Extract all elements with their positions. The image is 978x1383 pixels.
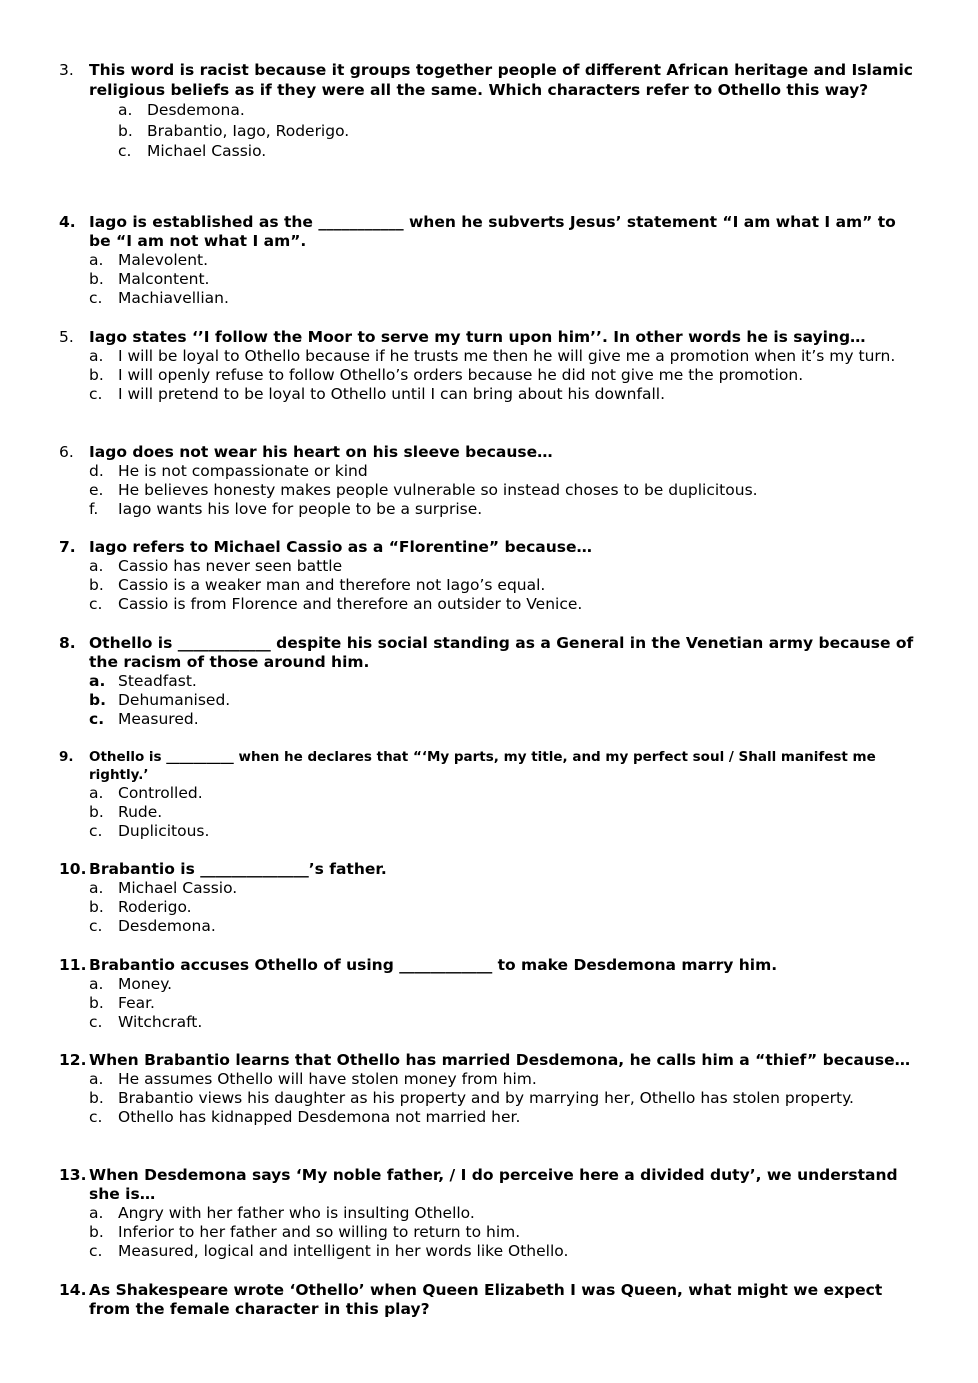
option-letter: b.	[89, 994, 104, 1013]
option-a	[89, 557, 919, 576]
question-8	[59, 634, 919, 730]
option-a	[118, 100, 919, 121]
option-text: Measured, logical and intelligent in her words like Othello.	[118, 1242, 569, 1261]
option-text: Angry with her father who is insulting Othello.	[118, 1204, 475, 1222]
question-text: Iago refers to Michael Cassio as a “Florentine” because…	[89, 538, 593, 556]
option-list	[59, 557, 919, 615]
option-text: Steadfast.	[118, 672, 197, 690]
option-c	[89, 1242, 919, 1261]
question-text: Iago is established as the ___________ when he subverts Jesus’ statement “I am what I am” to be “I am not what I am”.	[89, 213, 896, 250]
option-a	[89, 672, 919, 691]
option-letter: c.	[89, 595, 103, 614]
option-letter: a.	[118, 101, 133, 119]
option-b	[89, 803, 919, 822]
option-list	[59, 879, 919, 937]
option-text: He assumes Othello will have stolen money from him.	[118, 1070, 537, 1088]
option-b	[89, 898, 919, 917]
option-text: Desdemona.	[118, 917, 216, 936]
option-text: Cassio has never seen battle	[118, 557, 343, 575]
option-c	[89, 385, 919, 404]
question-text: When Brabantio learns that Othello has married Desdemona, he calls him a “thief” because…	[89, 1051, 911, 1069]
option-b	[89, 366, 919, 385]
question-number: 5.	[59, 328, 74, 346]
option-text: He is not compassionate or kind	[118, 462, 368, 480]
question-3	[59, 60, 919, 162]
option-f	[89, 500, 919, 519]
option-e	[89, 481, 919, 500]
option-letter: b.	[89, 270, 104, 289]
option-letter: a.	[89, 784, 104, 802]
option-list	[59, 1204, 919, 1262]
option-letter: b.	[89, 898, 104, 917]
option-list	[59, 251, 919, 309]
option-b	[89, 691, 919, 710]
question-number: 13.	[59, 1166, 87, 1184]
question-4	[59, 213, 919, 309]
option-list	[59, 100, 919, 162]
option-letter: b.	[89, 366, 104, 385]
option-letter: a.	[89, 251, 104, 269]
option-c	[89, 710, 919, 729]
question-number: 14.	[59, 1281, 87, 1299]
option-text: Malevolent.	[118, 251, 209, 269]
option-list	[59, 784, 919, 842]
question-7	[59, 538, 919, 615]
option-letter: c.	[89, 1108, 103, 1127]
option-text: Iago wants his love for people to be a surprise.	[118, 500, 483, 519]
option-text: Dehumanised.	[118, 691, 231, 710]
option-a	[89, 879, 919, 898]
option-c	[89, 822, 919, 841]
question-number: 3.	[59, 61, 74, 79]
option-text: Inferior to her father and so willing to return to him.	[118, 1223, 521, 1242]
question-number: 4.	[59, 213, 76, 231]
option-list	[59, 975, 919, 1033]
option-letter: c.	[89, 385, 103, 404]
question-number: 11.	[59, 956, 87, 974]
option-a	[89, 1204, 919, 1223]
option-c	[89, 1013, 919, 1032]
option-letter: c.	[89, 917, 103, 936]
option-letter: c.	[89, 1242, 103, 1261]
question-number: 10.	[59, 860, 87, 878]
question-text: Brabantio is ______________’s father.	[89, 860, 387, 878]
option-text: Michael Cassio.	[147, 142, 267, 160]
option-letter: c.	[89, 822, 103, 841]
option-text: Money.	[118, 975, 173, 993]
option-letter: c.	[118, 142, 132, 160]
option-text: I will be loyal to Othello because if he trusts me then he will give me a promotion when it’s my turn.	[118, 347, 896, 365]
option-letter: b.	[89, 576, 104, 595]
option-c	[89, 595, 919, 614]
option-text: I will openly refuse to follow Othello’s orders because he did not give me the promotion.	[118, 366, 804, 385]
option-text: I will pretend to be loyal to Othello until I can bring about his downfall.	[118, 385, 666, 404]
option-text: He believes honesty makes people vulnerable so instead choses to be duplicitous.	[118, 481, 758, 500]
option-a	[89, 784, 919, 803]
question-text: Othello is __________ when he declares that “‘My parts, my title, and my perfect soul / Shall manifest me rightly.’	[89, 749, 876, 783]
option-a	[89, 251, 919, 270]
option-d	[89, 462, 919, 481]
option-text: Malcontent.	[118, 270, 210, 289]
option-letter: a.	[89, 1204, 104, 1222]
option-text: Roderigo.	[118, 898, 192, 917]
option-text: Machiavellian.	[118, 289, 229, 308]
option-c	[118, 141, 919, 162]
option-list	[59, 672, 919, 730]
question-text: Iago states ‘’I follow the Moor to serve my turn upon him’’. In other words he is saying…	[89, 328, 866, 346]
option-text: Controlled.	[118, 784, 203, 802]
question-number: 7.	[59, 538, 76, 556]
option-text: Michael Cassio.	[118, 879, 238, 897]
option-a	[89, 347, 919, 366]
option-letter: a.	[89, 879, 104, 897]
option-text: Fear.	[118, 994, 155, 1013]
option-letter: a.	[89, 1070, 104, 1088]
question-12	[59, 1051, 919, 1128]
option-letter: a.	[89, 672, 106, 690]
option-list	[59, 1070, 919, 1128]
option-letter: a.	[89, 975, 104, 993]
option-c	[89, 1108, 919, 1127]
option-letter: b.	[89, 1223, 104, 1242]
question-number: 6.	[59, 443, 74, 461]
option-letter: b.	[118, 121, 133, 140]
option-letter: d.	[89, 462, 104, 480]
option-c	[89, 917, 919, 936]
option-b	[89, 1223, 919, 1242]
option-text: Duplicitous.	[118, 822, 210, 841]
option-c	[89, 289, 919, 308]
option-text: Cassio is from Florence and therefore an outsider to Venice.	[118, 595, 583, 614]
question-text: This word is racist because it groups together people of different African heritage and Islamic religious beliefs as if they were all the same. Which characters refer to Othello this way?	[89, 61, 913, 99]
option-text: Witchcraft.	[118, 1013, 203, 1032]
option-text: Brabantio, Iago, Roderigo.	[147, 121, 350, 140]
option-b	[89, 576, 919, 595]
question-text: As Shakespeare wrote ‘Othello’ when Queen Elizabeth I was Queen, what might we expect from the female character in this play?	[89, 1281, 883, 1318]
option-letter: c.	[89, 1013, 103, 1032]
option-text: Othello has kidnapped Desdemona not married her.	[118, 1108, 521, 1127]
question-5	[59, 328, 919, 405]
option-text: Rude.	[118, 803, 163, 822]
option-b	[118, 121, 919, 142]
question-text: Othello is ____________ despite his social standing as a General in the Venetian army because of the racism of those around him.	[89, 634, 914, 671]
option-letter: c.	[89, 710, 105, 729]
question-10	[59, 860, 919, 937]
option-letter: b.	[89, 691, 106, 710]
option-text: Brabantio views his daughter as his property and by marrying her, Othello has stolen property.	[118, 1089, 854, 1108]
option-text: Cassio is a weaker man and therefore not Iago’s equal.	[118, 576, 546, 595]
option-b	[89, 994, 919, 1013]
option-b	[89, 270, 919, 289]
option-letter: e.	[89, 481, 104, 500]
option-letter: c.	[89, 289, 103, 308]
question-14	[59, 1281, 919, 1319]
question-text: Brabantio accuses Othello of using ____________ to make Desdemona marry him.	[89, 956, 778, 974]
question-number: 8.	[59, 634, 76, 652]
option-list	[59, 462, 919, 520]
option-list	[59, 347, 919, 405]
question-text: Iago does not wear his heart on his sleeve because…	[89, 443, 553, 461]
question-number: 12.	[59, 1051, 87, 1069]
option-b	[89, 1089, 919, 1108]
option-letter: b.	[89, 803, 104, 822]
question-13	[59, 1166, 919, 1262]
option-a	[89, 975, 919, 994]
option-letter: f.	[89, 500, 99, 519]
question-6	[59, 443, 919, 520]
option-letter: a.	[89, 347, 104, 365]
option-text: Desdemona.	[147, 101, 245, 119]
question-9	[59, 748, 919, 842]
option-letter: b.	[89, 1089, 104, 1108]
question-11	[59, 956, 919, 1033]
question-number: 9.	[59, 749, 74, 765]
question-text: When Desdemona says ‘My noble father, / I do perceive here a divided duty’, we understand she is…	[89, 1166, 898, 1203]
option-letter: a.	[89, 557, 104, 575]
option-text: Measured.	[118, 710, 199, 729]
option-a	[89, 1070, 919, 1089]
